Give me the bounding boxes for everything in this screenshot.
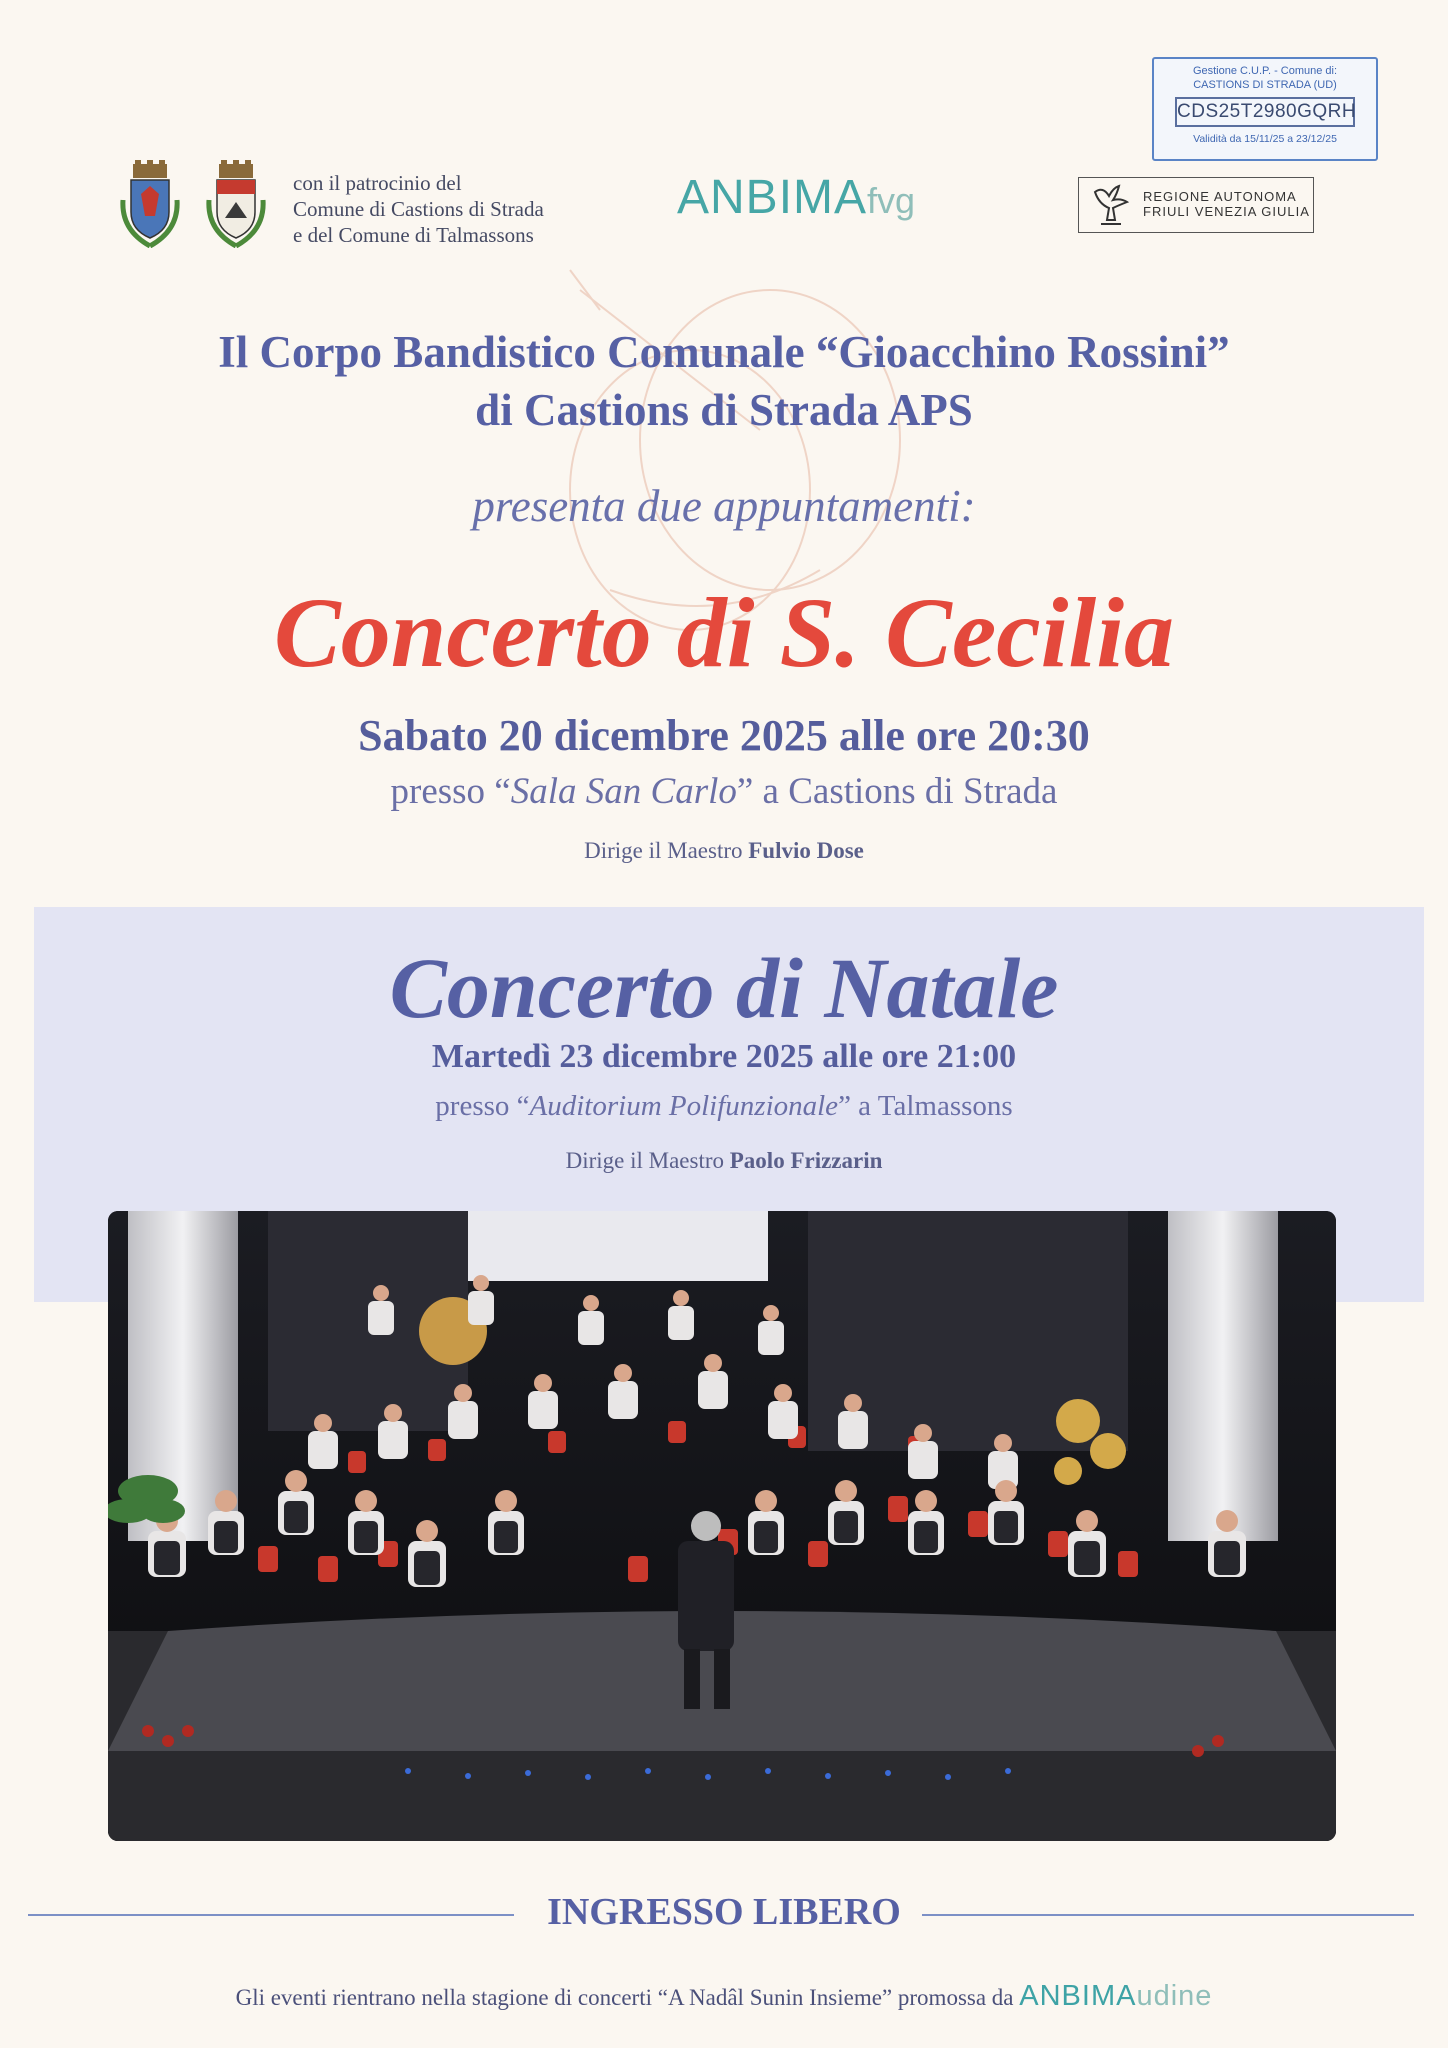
event1-director — [0, 838, 1448, 864]
presenta-subtitle: presenta due appuntamenti: — [472, 481, 976, 531]
anbima-logo-main: ANBIMA — [677, 171, 868, 224]
divider-right — [922, 1914, 1414, 1916]
free-entry-label: INGRESSO LIBERO — [547, 1891, 901, 1933]
event2-director-label: Dirige il Maestro — [565, 1148, 730, 1173]
anbima-udine-main: ANBIMA — [1019, 1980, 1137, 2012]
event1-title: Concerto di S. Cecilia — [274, 577, 1174, 688]
organizer-line-2: di Castions di Strada APS — [475, 385, 973, 435]
event2-venue-post: ” a Talmassons — [838, 1090, 1013, 1122]
anbima-logo-sub: fvg — [867, 180, 916, 221]
band-photo — [108, 1211, 1336, 1841]
organizer-line-1: Il Corpo Bandistico Comunale “Gioacchino Rossini” — [218, 327, 1230, 377]
event1-venue-name: Sala San Carlo — [510, 771, 737, 812]
talmassons-crest-icon — [205, 160, 267, 248]
event2-venue-pre: presso “ — [435, 1090, 530, 1122]
eagle-icon — [1087, 182, 1135, 228]
castions-crest-icon — [119, 160, 181, 248]
anbima-fvg-logo — [677, 170, 915, 225]
event1-venue — [0, 770, 1448, 813]
stamp-line-2: CASTIONS DI STRADA (UD) — [1193, 79, 1337, 91]
regione-line-2: FRIULI VENEZIA GIULIA — [1143, 204, 1310, 219]
patronage-line: Comune di Castions di Strada — [293, 197, 544, 221]
patronage-line: con il patrocinio del — [293, 171, 462, 195]
patronage-text — [293, 170, 544, 248]
event2-date: Martedì 23 dicembre 2025 alle ore 21:00 — [431, 1038, 1017, 1075]
event1-venue-pre: presso “ — [390, 771, 511, 812]
event2-venue-name: Auditorium Polifunzionale — [529, 1090, 839, 1122]
anbima-udine-sub: udine — [1136, 1980, 1213, 2012]
stamp-validity: Validità da 15/11/25 a 23/12/25 — [1193, 133, 1337, 145]
event2-venue — [0, 1090, 1448, 1123]
event2-director-name: Paolo Frizzarin — [729, 1148, 883, 1173]
regione-fvg-logo — [1078, 177, 1314, 233]
event2-director — [0, 1148, 1448, 1174]
event1-director-name: Fulvio Dose — [748, 838, 864, 863]
stamp-line-1: Gestione C.U.P. - Comune di: — [1192, 65, 1338, 77]
footer-text — [0, 1980, 1448, 2013]
regione-line-1: REGIONE AUTONOMA — [1143, 189, 1297, 204]
stamp-code: CDS25T2980GQRH — [1175, 97, 1355, 127]
cup-stamp — [1152, 57, 1378, 161]
event1-date: Sabato 20 dicembre 2025 alle ore 20:30 — [358, 711, 1090, 760]
anbima-udine-logo — [1019, 1980, 1212, 2012]
event2-title: Concerto di Natale — [389, 940, 1059, 1036]
event1-director-label: Dirige il Maestro — [584, 838, 749, 863]
footer-sentence: Gli eventi rientrano nella stagione di concerti “A Nadâl Sunin Insieme” promossa da — [235, 1985, 1020, 2010]
event1-venue-post: ” a Castions di Strada — [736, 771, 1058, 812]
patronage-line: e del Comune di Talmassons — [293, 223, 534, 247]
